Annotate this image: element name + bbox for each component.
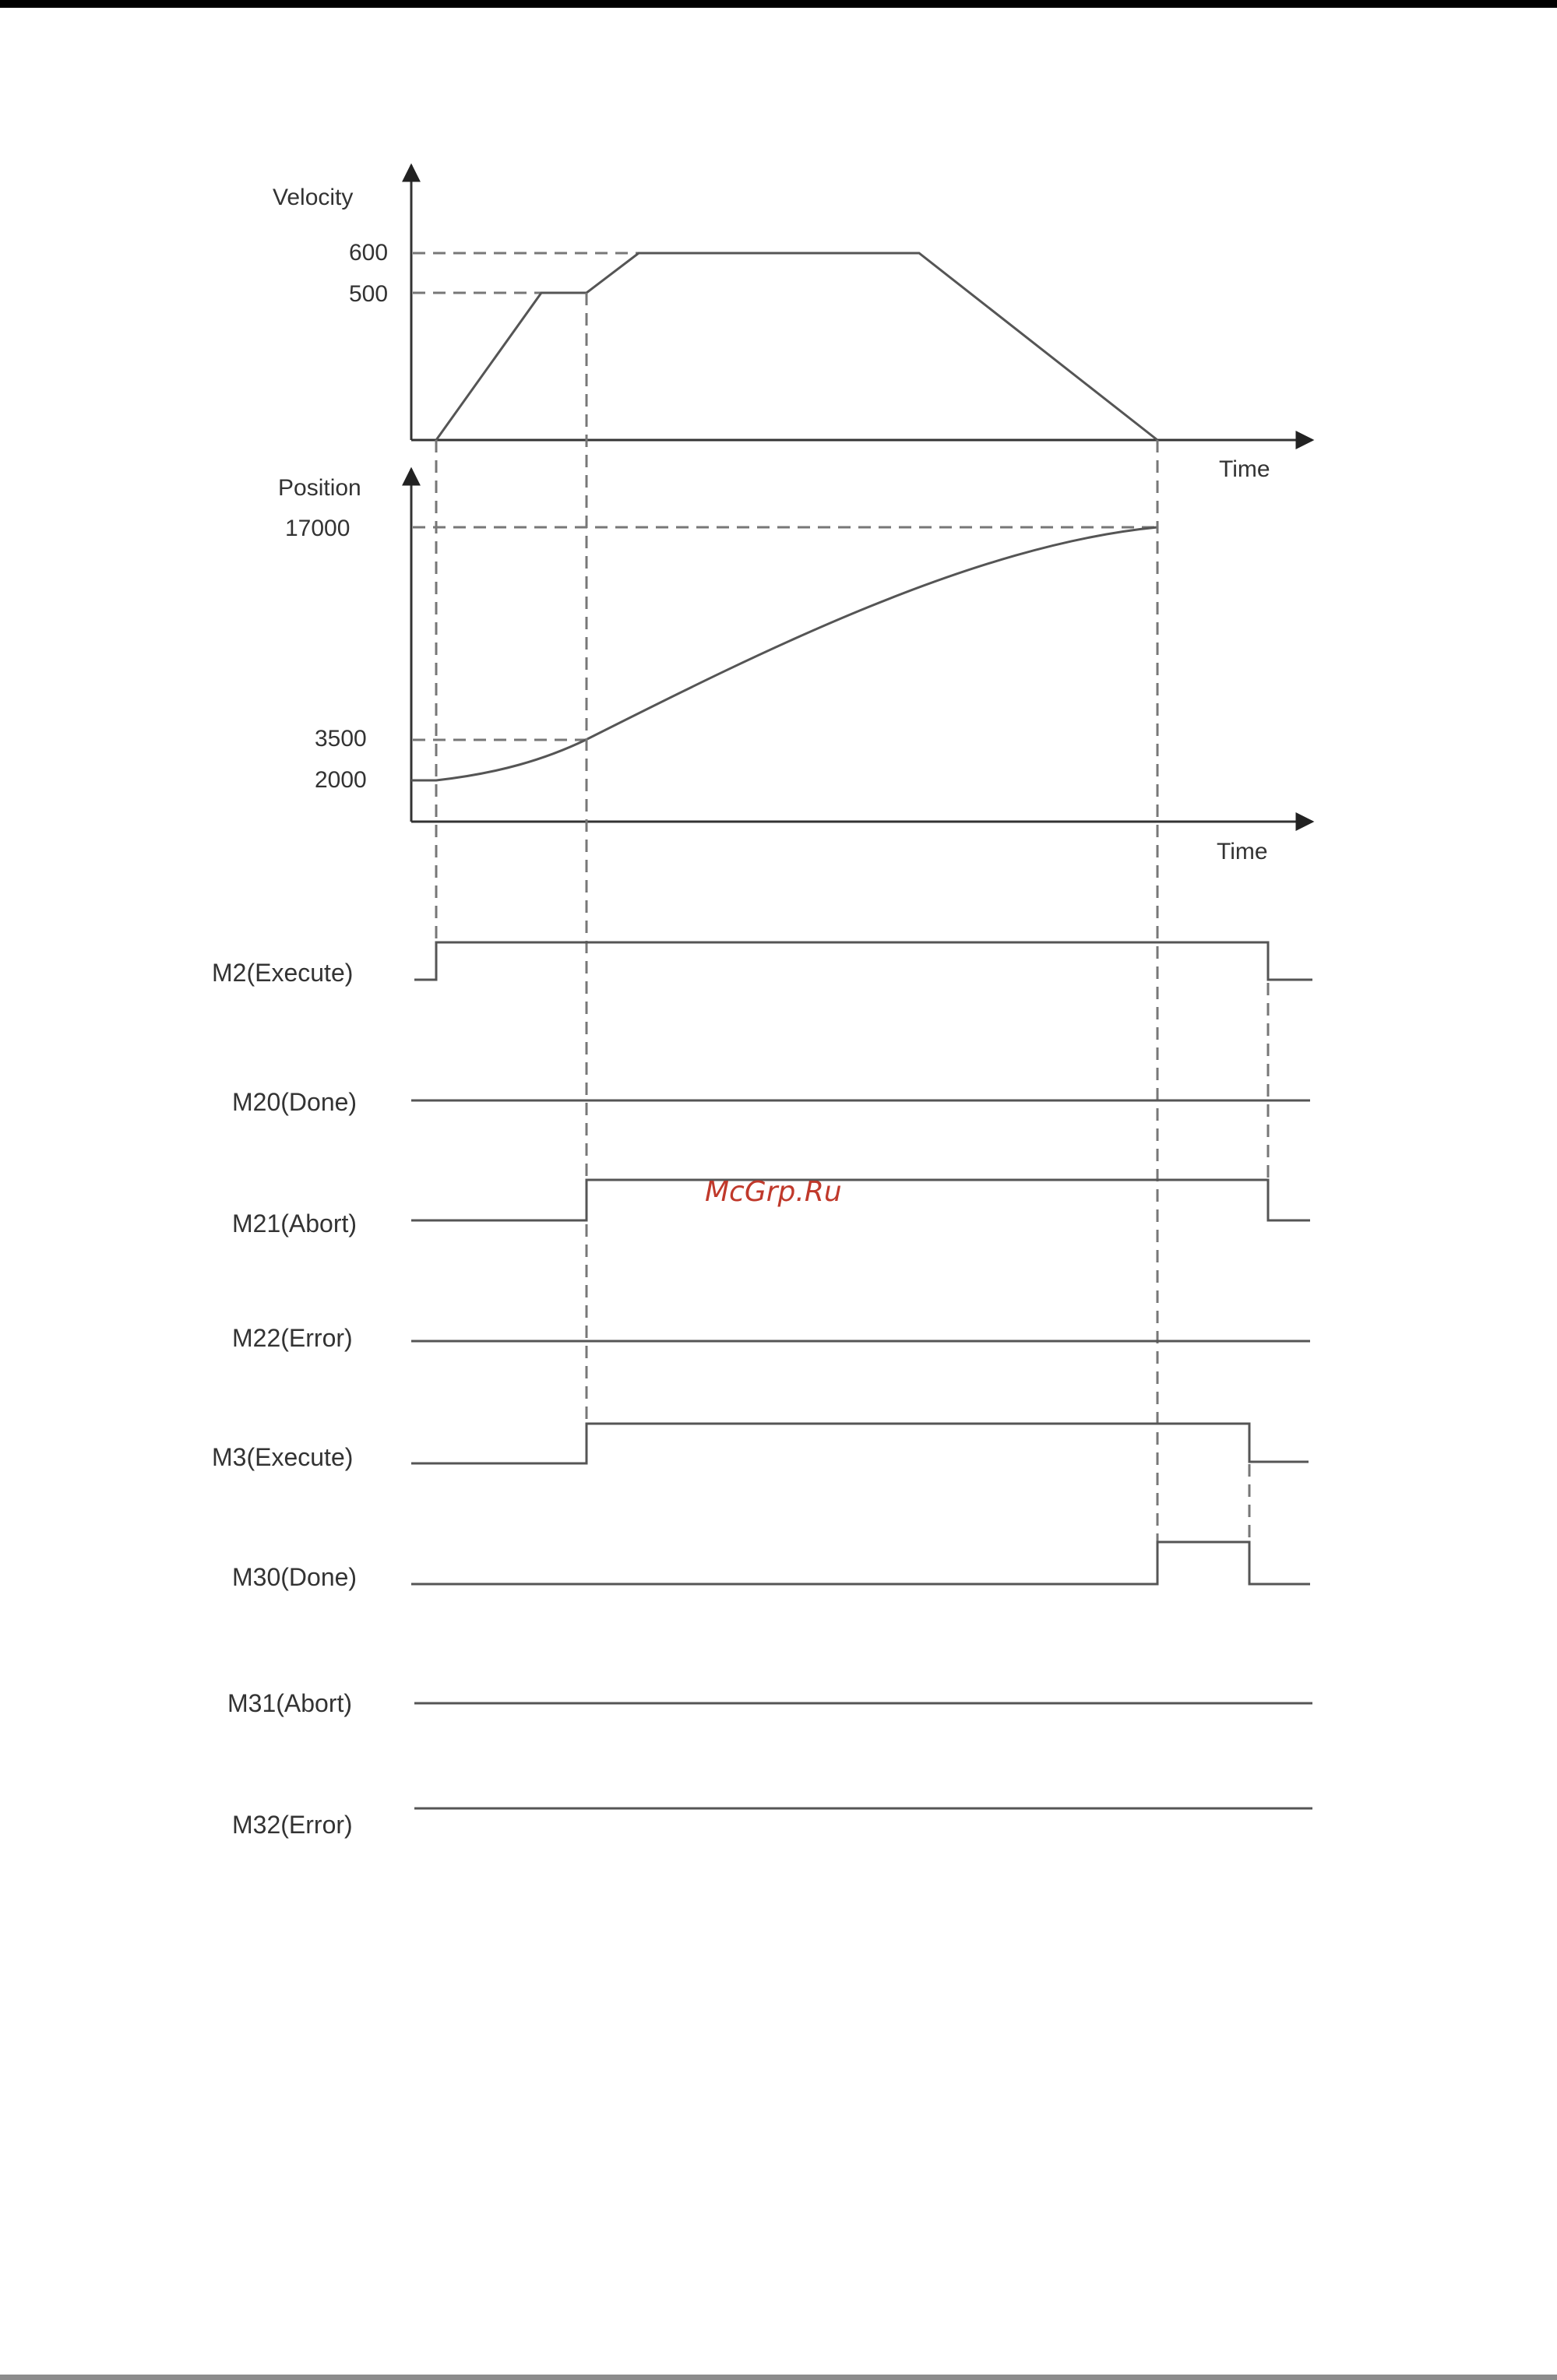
velocity-tick-500: 500 xyxy=(349,281,389,307)
position-time-label: Time xyxy=(1217,839,1268,864)
signal-label-m31-abort: M31(Abort) xyxy=(227,1689,353,1717)
position-tick-17000: 17000 xyxy=(285,516,351,541)
signal-label-m2-execute: M2(Execute) xyxy=(212,959,354,987)
waveform-m2-execute xyxy=(414,942,1312,980)
velocity-tick-600: 600 xyxy=(349,240,389,266)
signal-label-m20-done: M20(Done) xyxy=(232,1088,358,1116)
waveform-m21-abort xyxy=(411,1180,1310,1220)
position-tick-2000: 2000 xyxy=(315,767,367,793)
watermark: McGrp.Ru xyxy=(705,1176,842,1208)
signal-waveforms xyxy=(411,942,1312,1808)
position-tick-3500: 3500 xyxy=(315,726,367,752)
bottom-border xyxy=(0,2375,1557,2380)
waveform-m30-done xyxy=(411,1542,1310,1584)
position-curve xyxy=(411,527,1157,780)
signal-label-m21-abort: M21(Abort) xyxy=(232,1209,358,1238)
velocity-profile xyxy=(436,253,1157,440)
waveform-m3-execute xyxy=(411,1424,1309,1463)
position-axis-label: Position xyxy=(278,475,361,501)
signal-label-m22-error: M22(Error) xyxy=(232,1324,353,1352)
time-markers xyxy=(436,293,1268,1542)
velocity-chart xyxy=(273,165,1312,482)
velocity-time-label: Time xyxy=(1219,456,1270,482)
signal-label-m32-error: M32(Error) xyxy=(232,1811,353,1839)
signal-label-m3-execute: M3(Execute) xyxy=(212,1443,354,1471)
signal-label-m30-done: M30(Done) xyxy=(232,1563,358,1591)
velocity-axis-label: Velocity xyxy=(273,185,354,210)
signal-labels xyxy=(212,959,357,1839)
